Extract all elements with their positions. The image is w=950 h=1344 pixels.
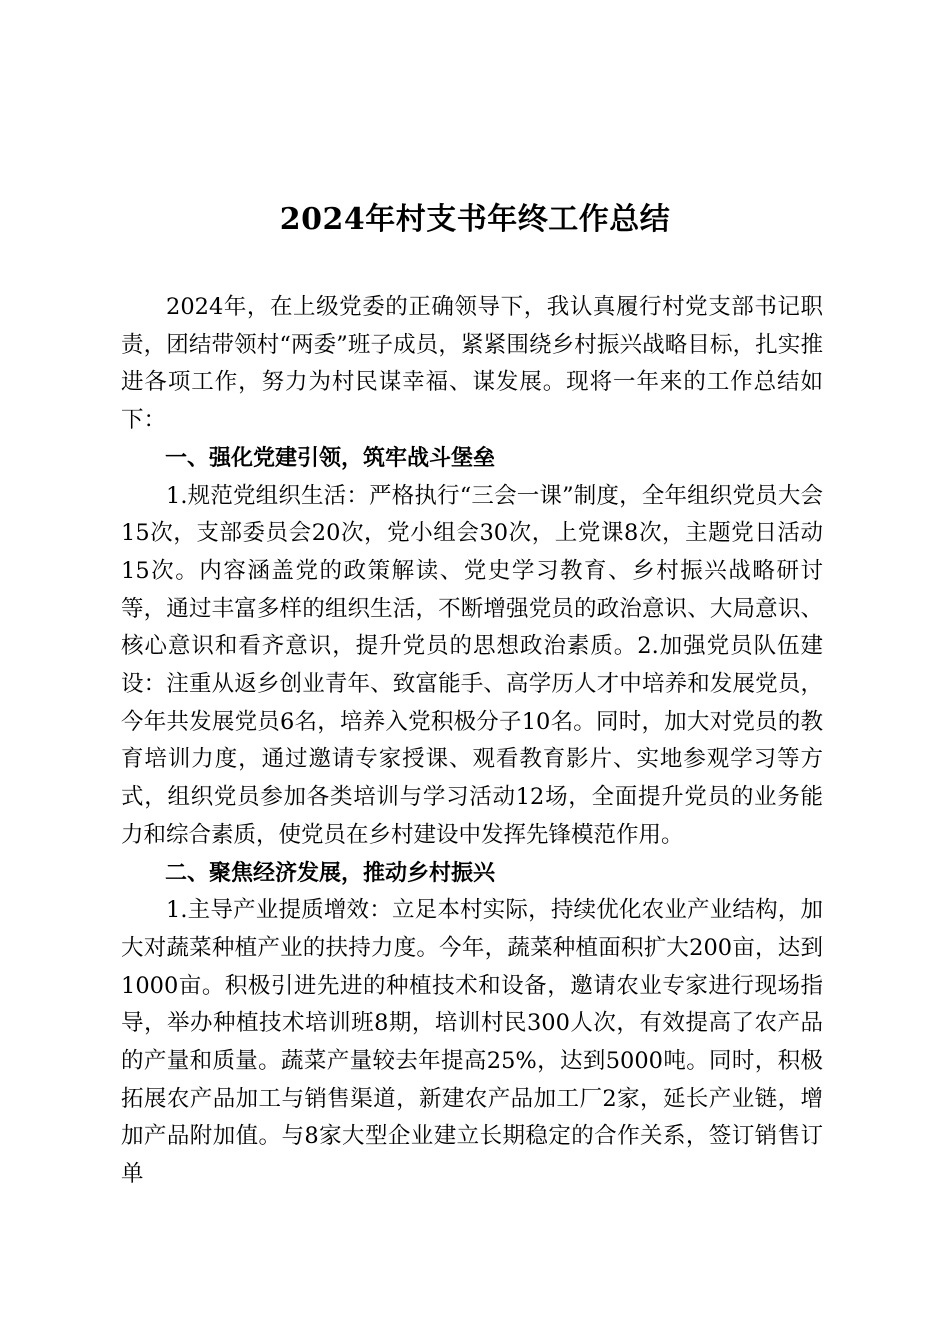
document-title: 2024年村支书年终工作总结: [279, 202, 671, 237]
section-1-paragraph: 1.规范党组织生活：严格执行“三会一课”制度，全年组织党员大会15次，支部委员会20次，党小组会30次，上党课8次，主题党日活动15次。内容涵盖党的政策解读、党史学习教育、乡村振兴战略研讨等，通过丰富多样的组织生活，不断增强党员的政治意识、大局意识、核心意识和看齐意识，提升党员的思想政治素质。2.加强党员队伍建设：注重从返乡创业青年、致富能手、高学历人才中培养和发展党员，今年共发展党员6名，培养入党积极分子10名。同时，加大对党员的教育培训力度，通过邀请专家授课、观看教育影片、实地参观学习等方式，组织党员参加各类培训与学习活动12场，全面提升党员的业务能力和综合素质，使党员在乡村建设中发挥先锋模范作用。: [121, 482, 823, 848]
intro-paragraph: 2024年，在上级党委的正确领导下，我认真履行村党支部书记职责，团结带领村“两委”班子成员，紧紧围绕乡村振兴战略目标，扎实推进各项工作，努力为村民谋幸福、谋发展。现将一年来的工作总结如下：: [121, 294, 823, 434]
document-body: [121, 289, 823, 1194]
section-2-paragraph: 1.主导产业提质增效：立足本村实际，持续优化农业产业结构，加大对蔬菜种植产业的扶持力度。今年，蔬菜种植面积扩大200亩，达到1000亩。积极引进先进的种植技术和设备，邀请农业专家进行现场指导，举办种植技术培训班8期，培训村民300人次，有效提高了农产品的产量和质量。蔬菜产量较去年提高25%，达到5000吨。同时，积极拓展农产品加工与销售渠道，新建农产品加工厂2家，延长产业链，增加产品附加值。与8家大型企业建立长期稳定的合作关系，签订销售订单: [121, 897, 823, 1188]
section-heading-1: 一、强化党建引领，筑牢战斗堡垒: [165, 445, 496, 471]
section-heading-2: 二、聚焦经济发展，推动乡村振兴: [165, 860, 496, 886]
